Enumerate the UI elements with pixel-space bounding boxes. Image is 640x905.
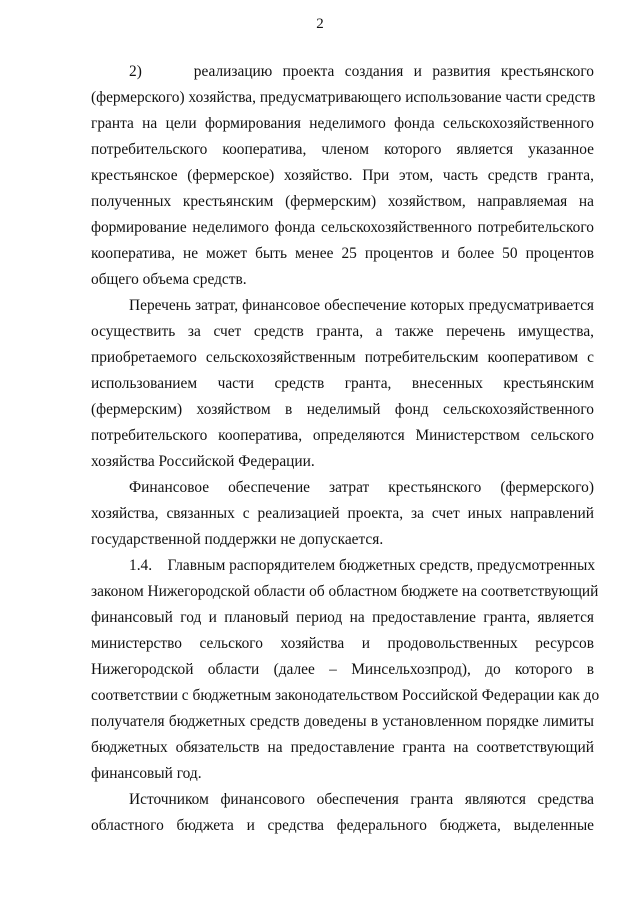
text-line: (фермерским) хозяйством в неделимый фонд сельскохозяйственного bbox=[91, 401, 594, 418]
text-line: полученных крестьянским (фермерским) хозяйством, направляемая на bbox=[91, 193, 594, 210]
paragraph-cost-list bbox=[91, 293, 594, 475]
text-line: финансовый год. bbox=[91, 765, 202, 782]
text-line: Перечень затрат, финансовое обеспечение которых предусматривается bbox=[129, 297, 594, 314]
text-line: государственной поддержки не допускается. bbox=[91, 531, 384, 548]
text-line: гранта на цели формирования неделимого фонда сельскохозяйственного bbox=[91, 115, 594, 132]
paragraph-item-1-4 bbox=[91, 553, 600, 787]
text-line: Финансовое обеспечение затрат крестьянского (фермерского) bbox=[129, 479, 594, 496]
text-line: министерство сельского хозяйства и продовольственных ресурсов bbox=[91, 635, 594, 652]
paragraph-item-2 bbox=[91, 59, 594, 293]
text-line: финансовый год и плановый период на предоставление гранта, является bbox=[91, 609, 594, 626]
text-line: 1.4. Главным распорядителем бюджетных средств, предусмотренных bbox=[129, 557, 596, 574]
text-line: хозяйства, связанных с реализацией проекта, за счет иных направлений bbox=[91, 505, 594, 522]
paragraph-source bbox=[91, 787, 594, 839]
text-line: (фермерского) хозяйства, предусматривающего использование части средств bbox=[91, 89, 596, 106]
text-line: формирование неделимого фонда сельскохозяйственного потребительского bbox=[91, 219, 594, 236]
text-line: крестьянское (фермерское) хозяйство. При этом, часть средств гранта, bbox=[91, 167, 594, 184]
text-line: получателя бюджетных средств доведены в установленном порядке лимиты bbox=[91, 713, 594, 730]
text-line: использованием части средств гранта, внесенных крестьянским bbox=[91, 375, 594, 392]
text-line: 2) реализацию проекта создания и развития крестьянского bbox=[129, 63, 594, 80]
text-line: бюджетных обязательств на предоставление гранта на соответствующий bbox=[91, 739, 594, 756]
text-line: областного бюджета и средства федерального бюджета, выделенные bbox=[91, 817, 594, 834]
text-line: приобретаемого сельскохозяйственным потребительским кооперативом с bbox=[91, 349, 594, 366]
text-line: Нижегородской области (далее – Минсельхозпрод), до которого в bbox=[91, 661, 594, 678]
page-number: 2 bbox=[316, 16, 324, 32]
text-line: законом Нижегородской области об областном бюджете на соответствующий bbox=[91, 583, 599, 600]
text-line: общего объема средств. bbox=[91, 271, 247, 288]
text-line: потребительского кооператива, членом которого является указанное bbox=[91, 141, 594, 158]
text-line: Источником финансового обеспечения гранта являются средства bbox=[129, 791, 594, 808]
text-line: осуществить за счет средств гранта, а также перечень имущества, bbox=[91, 323, 594, 340]
document-body bbox=[91, 59, 600, 839]
text-line: потребительского кооператива, определяются Министерством сельского bbox=[91, 427, 594, 444]
text-line: хозяйства Российской Федерации. bbox=[91, 453, 315, 470]
text-line: кооператива, не может быть менее 25 процентов и более 50 процентов bbox=[91, 245, 594, 262]
paragraph-financing bbox=[91, 475, 594, 553]
text-line: соответствии с бюджетным законодательством Российской Федерации как до bbox=[91, 687, 600, 704]
